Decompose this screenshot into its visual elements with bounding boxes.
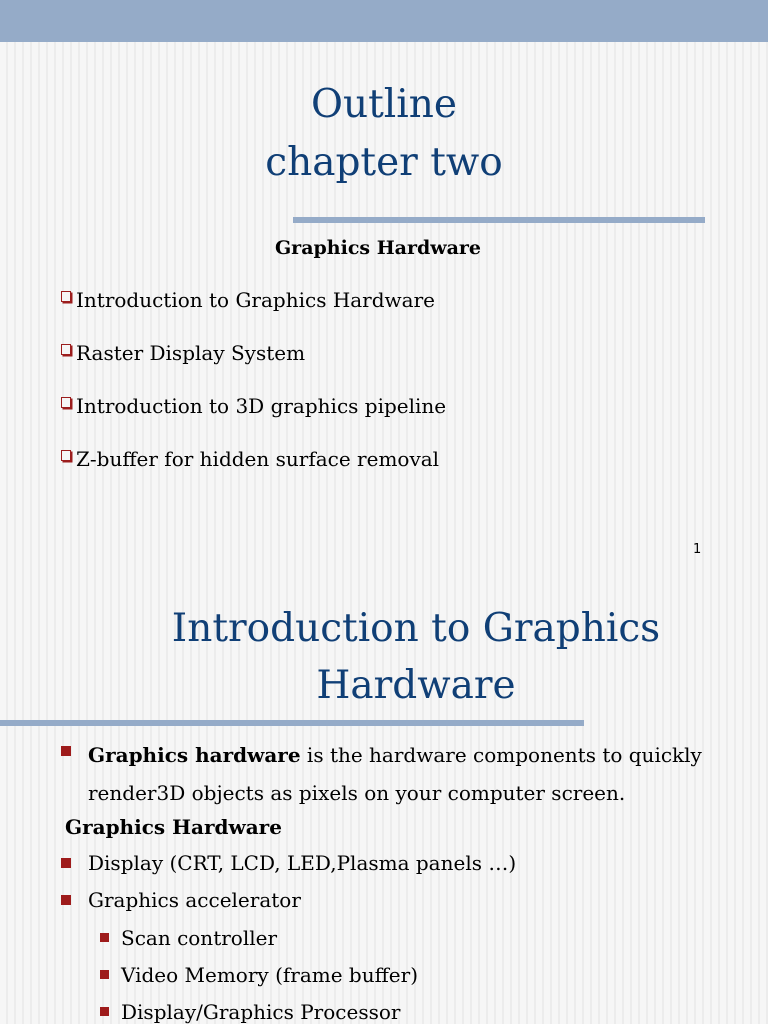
list-item-label: Display (CRT, LCD, LED,Plasma panels …) bbox=[88, 851, 517, 875]
hollow-square-bullet-icon bbox=[61, 291, 71, 302]
list-item-label: Introduction to Graphics Hardware bbox=[76, 288, 435, 312]
hollow-square-bullet-icon bbox=[61, 344, 71, 355]
definition-text-line2: render3D objects as pixels on your computer screen. bbox=[88, 781, 626, 805]
accelerator-sublist bbox=[93, 920, 418, 1024]
title-divider bbox=[293, 217, 705, 223]
outline-list bbox=[60, 286, 446, 498]
list-item-label: Raster Display System bbox=[76, 341, 306, 365]
list-item-label: Graphics accelerator bbox=[88, 888, 301, 912]
filled-square-bullet-icon bbox=[61, 746, 71, 756]
list-item bbox=[60, 845, 516, 882]
list-item bbox=[60, 882, 516, 919]
hollow-square-bullet-icon bbox=[61, 397, 71, 408]
top-accent-band bbox=[0, 0, 768, 42]
filled-square-bullet-icon bbox=[61, 858, 71, 868]
filled-square-bullet-icon bbox=[100, 1007, 109, 1016]
slide-intro-graphics-hardware bbox=[0, 576, 768, 1024]
slide-title bbox=[0, 600, 768, 714]
slide-title bbox=[0, 76, 768, 192]
sub-list-item bbox=[93, 994, 418, 1024]
list-item-label: Z-buffer for hidden surface removal bbox=[76, 447, 440, 471]
list-item bbox=[60, 392, 446, 445]
title-line-1: Outline bbox=[311, 82, 457, 127]
title-line-1: Introduction to Graphics bbox=[171, 606, 661, 651]
sub-list-item-label: Scan controller bbox=[121, 926, 278, 950]
list-item-label: Introduction to 3D graphics pipeline bbox=[76, 394, 447, 418]
page-number: 1 bbox=[693, 542, 702, 557]
filled-square-bullet-icon bbox=[100, 933, 109, 942]
list-item bbox=[60, 286, 446, 339]
hollow-square-bullet-icon bbox=[61, 450, 71, 461]
filled-square-bullet-icon bbox=[61, 895, 71, 905]
list-item bbox=[60, 445, 446, 498]
definition-text: is the hardware components to quickly bbox=[300, 743, 702, 767]
section-subheading: Graphics Hardware bbox=[274, 237, 482, 259]
sub-list-item bbox=[93, 920, 418, 957]
hardware-list bbox=[60, 845, 516, 919]
definition-bullet bbox=[60, 736, 702, 812]
list-item bbox=[60, 339, 446, 392]
filled-square-bullet-icon bbox=[100, 970, 109, 979]
title-line-2: Hardware bbox=[316, 663, 516, 708]
section-subheading: Graphics Hardware bbox=[65, 815, 282, 839]
definition-term: Graphics hardware bbox=[88, 743, 301, 767]
sub-list-item bbox=[93, 957, 418, 994]
title-divider bbox=[0, 720, 584, 726]
title-line-2: chapter two bbox=[265, 140, 503, 185]
sub-list-item-label: Display/Graphics Processor bbox=[121, 1000, 401, 1024]
sub-list-item-label: Video Memory (frame buffer) bbox=[121, 963, 419, 987]
